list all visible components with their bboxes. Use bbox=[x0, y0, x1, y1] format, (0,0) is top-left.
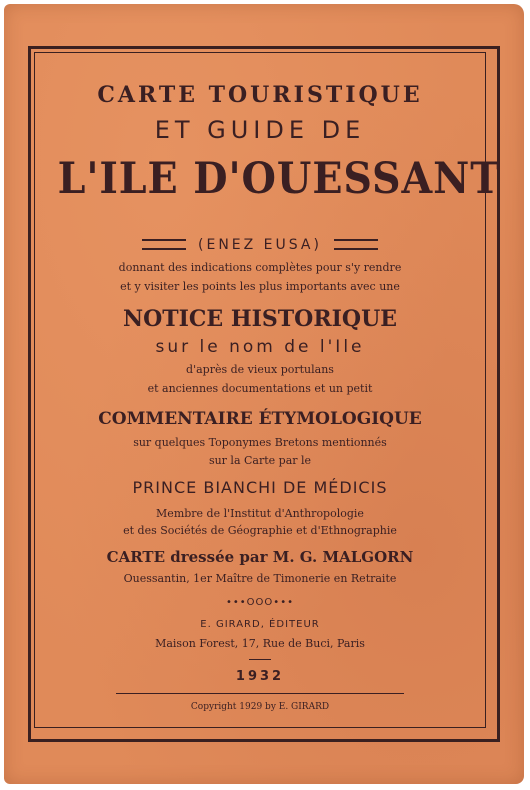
notice-subtitle: sur le nom de l'Ile bbox=[155, 337, 365, 357]
subtitle: (ENEZ EUSA) bbox=[198, 237, 322, 253]
right-double-rule bbox=[334, 239, 378, 250]
main-title: L'ILE D'OUESSANT bbox=[57, 154, 501, 204]
author-line-1: Membre de l'Institut d'Anthropologie bbox=[156, 507, 364, 520]
publisher-address: Maison Forest, 17, Rue de Buci, Paris bbox=[155, 637, 365, 650]
notice-line-2: et anciennes documentations et un petit bbox=[147, 382, 373, 395]
cover-text bbox=[40, 60, 501, 720]
bottom-rule bbox=[116, 693, 404, 694]
publication-year: 1932 bbox=[235, 669, 285, 684]
commentaire-line-2: sur la Carte par le bbox=[208, 454, 312, 467]
short-rule bbox=[249, 659, 271, 660]
intro-line-2: et y visiter les points les plus importants avec une bbox=[120, 280, 400, 293]
subtitle-row bbox=[40, 234, 480, 254]
carte-credit-line: Ouessantin, 1er Maître de Timonerie en Retraite bbox=[123, 572, 397, 585]
notice-title: NOTICE HISTORIQUE bbox=[122, 306, 398, 332]
left-double-rule bbox=[142, 239, 186, 250]
intro-line-1: donnant des indications complètes pour s'y rendre bbox=[118, 261, 402, 274]
carte-credit: CARTE dressée par M. G. MALGORN bbox=[106, 548, 414, 566]
commentaire-title: COMMENTAIRE ÉTYMOLOGIQUE bbox=[98, 409, 422, 429]
title-line-1: CARTE TOURISTIQUE bbox=[97, 82, 423, 108]
notice-line-1: d'après de vieux portulans bbox=[186, 363, 334, 376]
copyright: Copyright 1929 by E. GIRARD bbox=[190, 702, 330, 712]
commentaire-line-1: sur quelques Toponymes Bretons mentionnés bbox=[133, 436, 387, 449]
author-line-2: et des Sociétés de Géographie et d'Ethnographie bbox=[123, 524, 397, 537]
ornament: •••OOO••• bbox=[225, 597, 294, 608]
author-name: PRINCE BIANCHI DE MÉDICIS bbox=[132, 478, 388, 497]
title-line-2: ET GUIDE DE bbox=[154, 116, 366, 144]
publisher: E. GIRARD, ÉDITEUR bbox=[200, 619, 320, 630]
